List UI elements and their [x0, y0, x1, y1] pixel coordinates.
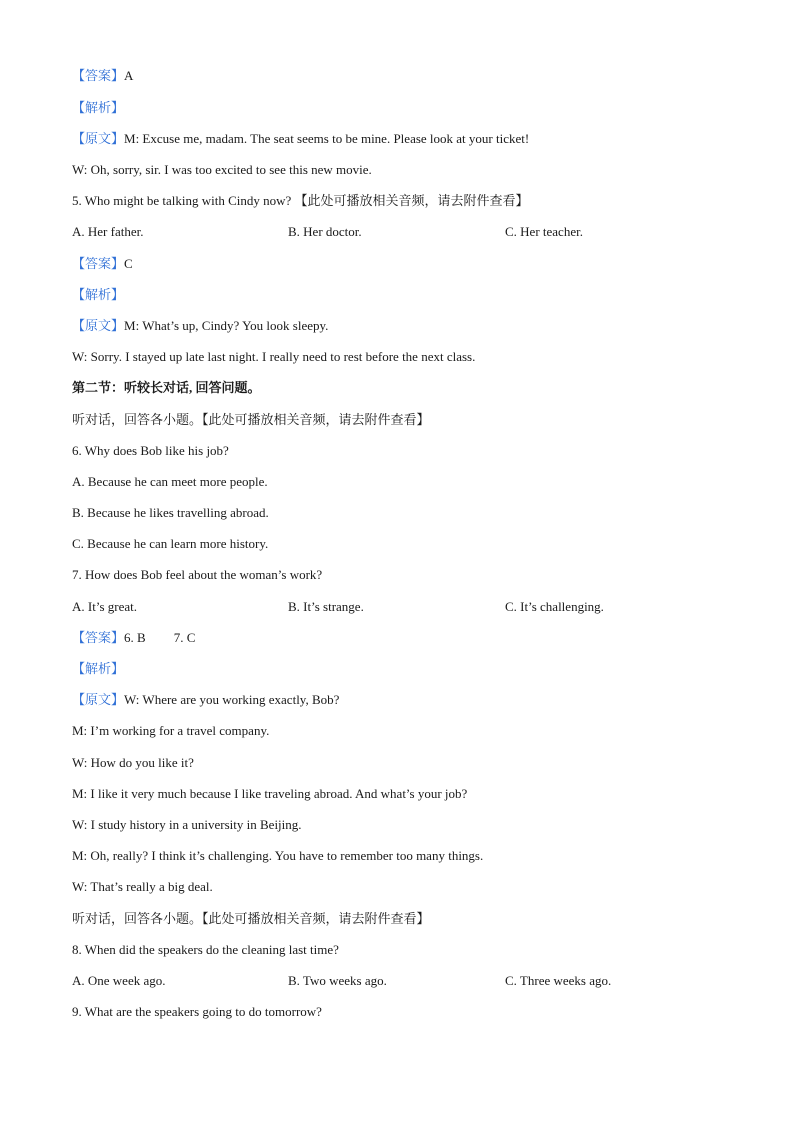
option-text: B. Her doctor.	[288, 224, 362, 239]
answer-options	[72, 224, 722, 240]
tag-label: 【原文】	[72, 131, 125, 146]
line-text: W: Where are you working exactly, Bob?	[124, 692, 340, 707]
line-text: 7. How does Bob feel about the woman’s work?	[72, 567, 323, 582]
labeled-line	[72, 318, 328, 334]
line-text: W: That’s really a big deal.	[72, 879, 213, 894]
text-line	[72, 567, 322, 583]
line-text: 听对话，回答各小题。【此处可播放相关音频，请去附件查看】	[72, 911, 430, 926]
answer-options	[72, 973, 722, 989]
text-line	[72, 412, 430, 428]
tag-label: 【解析】	[72, 287, 125, 302]
line-text: 6. Why does Bob like his job?	[72, 443, 229, 458]
text-line	[72, 193, 529, 209]
option-text: A. It’s great.	[72, 599, 137, 614]
line-text: W: I study history in a university in Beijing.	[72, 817, 302, 832]
text-line	[72, 817, 302, 833]
labeled-line	[72, 131, 529, 147]
labeled-line	[72, 68, 133, 84]
text-line	[72, 349, 475, 365]
tag-label: 【答案】	[72, 68, 125, 83]
line-text: 8. When did the speakers do the cleaning last time?	[72, 942, 339, 957]
option-text: C. Three weeks ago.	[505, 973, 612, 988]
line-text: W: Oh, sorry, sir. I was too excited to see this new movie.	[72, 162, 372, 177]
line-text: M: Excuse me, madam. The seat seems to be mine. Please look at your ticket!	[124, 131, 530, 146]
text-line	[72, 162, 372, 178]
line-text: M: What’s up, Cindy? You look sleepy.	[124, 318, 329, 333]
option-text: C. It’s challenging.	[505, 599, 604, 614]
line-text: M: I’m working for a travel company.	[72, 723, 270, 738]
line-text: W: How do you like it?	[72, 755, 194, 770]
tag-label: 【原文】	[72, 692, 125, 707]
option-text: A. Her father.	[72, 224, 144, 239]
line-text: M: I like it very much because I like traveling abroad. And what’s your job?	[72, 786, 468, 801]
tag-label: 【解析】	[72, 100, 125, 115]
text-line	[72, 723, 269, 739]
tag-label: 【原文】	[72, 318, 125, 333]
option-text: A. One week ago.	[72, 973, 166, 988]
line-text: W: Sorry. I stayed up late last night. I really need to rest before the next class.	[72, 349, 476, 364]
line-text: B. Because he likes travelling abroad.	[72, 505, 269, 520]
line-text: 第二节：听较长对话, 回答问题。	[72, 380, 261, 395]
option-text: C. Her teacher.	[505, 224, 583, 239]
labeled-line	[72, 630, 195, 646]
labeled-line	[72, 661, 124, 677]
text-line	[72, 786, 467, 802]
labeled-line	[72, 256, 133, 272]
tag-label: 【答案】	[72, 630, 125, 645]
text-line	[72, 848, 483, 864]
text-line	[72, 879, 213, 895]
answer-options	[72, 599, 722, 615]
line-text: 听对话，回答各小题。【此处可播放相关音频，请去附件查看】	[72, 412, 430, 427]
labeled-line	[72, 692, 339, 708]
tag-label: 【答案】	[72, 256, 125, 271]
text-line	[72, 911, 430, 927]
text-line	[72, 474, 268, 490]
section-heading	[72, 380, 261, 396]
line-text: 5. Who might be talking with Cindy now? 【此处可播放相关音频，请去附件查看】	[72, 193, 529, 208]
line-text: M: Oh, really? I think it’s challenging. You have to remember too many things.	[72, 848, 484, 863]
line-text: C. Because he can learn more history.	[72, 536, 269, 551]
option-text: B. It’s strange.	[288, 599, 364, 614]
text-line	[72, 443, 229, 459]
line-text: A	[124, 68, 134, 83]
labeled-line	[72, 287, 124, 303]
labeled-line	[72, 100, 124, 116]
line-text: C	[124, 256, 133, 271]
text-line	[72, 505, 269, 521]
line-text: 7. C	[173, 630, 196, 645]
line-text: 9. What are the speakers going to do tomorrow?	[72, 1004, 322, 1019]
option-text: B. Two weeks ago.	[288, 973, 387, 988]
text-line	[72, 1004, 322, 1020]
text-line	[72, 755, 194, 771]
line-text: 6. B	[124, 630, 146, 645]
line-text: A. Because he can meet more people.	[72, 474, 268, 489]
text-line	[72, 942, 339, 958]
tag-label: 【解析】	[72, 661, 125, 676]
text-line	[72, 536, 268, 552]
